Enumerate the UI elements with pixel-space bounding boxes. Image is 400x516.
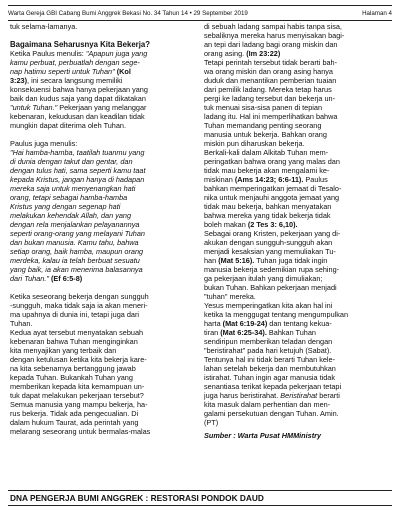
text-line: akukan dengan sungguh-sungguh akan <box>204 238 333 247</box>
text-line: sebaliknya mereka harus menyisakan bagi- <box>204 31 345 40</box>
text-line: orang asing. (Im 23:22) <box>204 49 281 58</box>
text-line: melarang seseorang untuk bermalas-malas <box>10 427 151 436</box>
text-line: boleh makan (2 Tes 3: 6,10). <box>204 220 298 229</box>
text-line: Tentunya hal ini tidak berarti Tuhan kele- <box>204 355 336 364</box>
text-line: tuk menuai sisa-sisa panen di tepian <box>204 103 323 112</box>
text-line: Ketika seseorang bekerja dengan sungguh <box>10 292 149 301</box>
text-line: dalam hukum Taurat, ada perintah yang <box>10 418 139 427</box>
text-line: Paulus juga menulis: <box>10 139 78 148</box>
text-line: ga pekerjaan itulah yang dimuliakan; <box>204 274 323 283</box>
text-line: menjadi kesaksian yang memuliakan Tu- <box>204 247 336 256</box>
text-line: ma upahnya di dunia ini, tetapi juga dari <box>10 310 139 319</box>
text-line: kita menyajikan yang terbaik dan <box>10 346 117 355</box>
quote-line: dari Tuhan." (Ef 6:5-8) <box>10 274 83 283</box>
quote-line: "Hai hamba-hamba, taatilah tuanmu yang <box>10 148 145 157</box>
text-line: peringatkan bahwa orang yang malas dan <box>204 157 340 166</box>
text-line: kita masuk dalam perhentian dan men- <box>204 400 331 409</box>
text-line: rus bekerja. Tidak ada pengecualian. Di <box>10 409 139 418</box>
text-line: wa orang miskin dan orang asing hanya <box>204 67 333 76</box>
header-publication-info: Warta Gereja GBI Cabang Bumi Anggrek Bekasi No. 34 Tahun 14 • 29 September 2019 <box>8 9 248 17</box>
text-line: bahkan memperingatkan jemaat di Tesalo- <box>204 184 342 193</box>
text-line: kebenaran bahwa Tuhan menginginkan <box>10 337 138 346</box>
quote-line: di dunia dengan takut dan gentar, dan <box>10 157 133 166</box>
text-line: juga harus beristirahat. Beristirahat berarti <box>204 391 340 400</box>
text-line: Kedua ayat tersebut menyatakan sebuah <box>10 328 144 337</box>
quote-line: orang, tetapi sebagai hamba-hamba <box>10 193 128 202</box>
text-line: bahwa mereka yang tidak bekerja tidak <box>204 211 331 220</box>
text-line: ketika Ia menggugat tentang mengumpulkan <box>204 310 349 319</box>
text-line: pergi ke ladang tersebut dan bekerja un- <box>204 94 336 103</box>
text-line: tidak mau bekerja, bahkan menyatakan <box>204 202 332 211</box>
text-line: Sebagai orang Kristen, pekerjaan yang di- <box>204 229 341 238</box>
section-heading: Bagaimana Seharusnya Kita Bekerja? <box>10 40 150 49</box>
text-line: tidak mau bekerja akan mengalami ke- <box>204 166 330 175</box>
text-line: galami persekutuan dengan Tuhan. Amin. <box>204 409 339 418</box>
quote-line: yang baik, ia akan menerima balasannya <box>10 265 143 274</box>
text-line: mungkin dapat diterima oleh Tuhan. <box>10 121 127 130</box>
text-line: konsekuensi bahwa hanya pekerjaan yang <box>10 85 148 94</box>
text-line: tiran (Mat 6:25-34). Bahkan Tuhan <box>204 328 316 337</box>
text-line: manusia bekerja sedemikian rupa sehing- <box>204 265 340 274</box>
text-line: "untuk Tuhan." Pekerjaan yang melanggar <box>10 103 147 112</box>
text-line: senantiasa terikat kepada pekerjaan tetapi <box>204 382 342 391</box>
quote-line: mereka saja untuk menyenangkan hati <box>10 184 136 193</box>
text-line: Berkali-kali dalam Alkitab Tuhan mem- <box>204 148 329 157</box>
text-line: Yesus memperingatkan kita akan hal ini <box>204 301 333 310</box>
right-column <box>204 22 392 440</box>
text-line: memberikan kepada kita kemampuan un- <box>10 382 145 391</box>
text-line: Tuhan. <box>10 319 33 328</box>
text-line: dengan ketulusan ketika kita bekerja kare- <box>10 355 147 364</box>
text-line: tuk dapat melakukan pekerjaan tersebut? <box>10 391 144 400</box>
text-line: (PT) <box>204 418 219 427</box>
header-page-number: Halaman 4 <box>362 9 392 17</box>
text-line: lahan setelah bekerja dan membutuhkan <box>204 364 336 373</box>
text-line: kepada Tuhan. Bukankah Tuhan yang <box>10 373 133 382</box>
text-line: nika untuk menjauhi anggota jemaat yang <box>204 193 340 202</box>
quote-line: seperti orang-orang yang melayani Tuhan <box>10 229 145 238</box>
text-line: kebenaran, kekudusan dan keadilan tidak <box>10 112 145 121</box>
text-line: nap hatimu seperti untuk Tuhan" (Kol <box>10 67 131 76</box>
quote-line: melakukan kehendak Allah, dan yang <box>10 211 132 220</box>
text-line: -sungguh, maka tidak saja ia akan meneri- <box>10 301 148 310</box>
newsletter-header <box>8 5 392 21</box>
text-line: "beristirahat" pada hari ketujuh (Sabat). <box>204 346 332 355</box>
text-line: Semua manusia yang mampu bekerja, ha- <box>10 400 148 409</box>
text-line: manusia untuk bekerja. Bahkan orang <box>204 130 327 139</box>
text-line: di sebuah ladang sampai habis tanpa sisa, <box>204 22 342 31</box>
text-line: miskinan (Ams 14:23; 6:6-11). Paulus <box>204 175 328 184</box>
text-line: baik dan kudus saja yang dapat dikatakan <box>10 94 146 103</box>
text-line: bukan Tuhan. Bahkan pekerjaan menjadi <box>204 283 337 292</box>
text-line: Tetapi perintah tersebut tidak berarti bah- <box>204 58 338 67</box>
text-line: 3:23), ini secara langsung memiliki <box>10 76 123 85</box>
text-line: Ketika Paulus menulis: "Apapun juga yang <box>10 49 148 58</box>
quote-line: setiap orang, baik hamba, maupun orang <box>10 247 144 256</box>
left-column <box>10 22 198 436</box>
text-line: na kita sebenarnya bertanggung jawab <box>10 364 136 373</box>
text-line: an tepi dari ladang bagi orang miskin dan <box>204 40 338 49</box>
text-line: harta (Mat 6:19-24) dan tentang kekua- <box>204 319 332 328</box>
text-line: "tuhan" mereka. <box>204 292 256 301</box>
text-line: Tuhan memandang penting seorang <box>204 121 322 130</box>
quote-line: dengan rela menjalankan pelayanannya <box>10 220 140 229</box>
text-line: sendiripun memberikan teladan dengan <box>204 337 333 346</box>
newsletter-footer: DNA PENGERJA BUMI ANGGREK : RESTORASI PONDOK DAUD <box>8 490 392 506</box>
quote-line: kepada Kristus, jangan hanya di hadapan <box>10 175 145 184</box>
quote-line: merdeka, kalau ia telah berbuat sesuatu <box>10 256 140 265</box>
text-line: istirahat. Tuhan ingin agar manusia tidak <box>204 373 336 382</box>
text-line: duduk dan menantikan pemberian tuaian <box>204 76 337 85</box>
text-line: ladang itu. Hal ini memperlihatkan bahwa <box>204 112 338 121</box>
quote-line: dan bukan manusia. Kamu tahu, bahwa <box>10 238 139 247</box>
text-line: dari pemilik ladang. Mereka tetap harus <box>204 85 332 94</box>
text-line: han (Mat 5:16). Tuhan juga tidak ingin <box>204 256 328 265</box>
source-credit: Sumber : Warta Pusat HMMinistry <box>204 431 322 440</box>
text-line: tuk selama-lamanya. <box>10 22 78 31</box>
text-line: miskin pun diharuskan bekerja. <box>204 139 305 148</box>
quote-line: dengan tulus hati, sama seperti kamu taat <box>10 166 146 175</box>
quote-line: Kristus yang dengan segenap hati <box>10 202 121 211</box>
text-line: kamu perbuat, perbuatlah dengan sege- <box>10 58 140 67</box>
